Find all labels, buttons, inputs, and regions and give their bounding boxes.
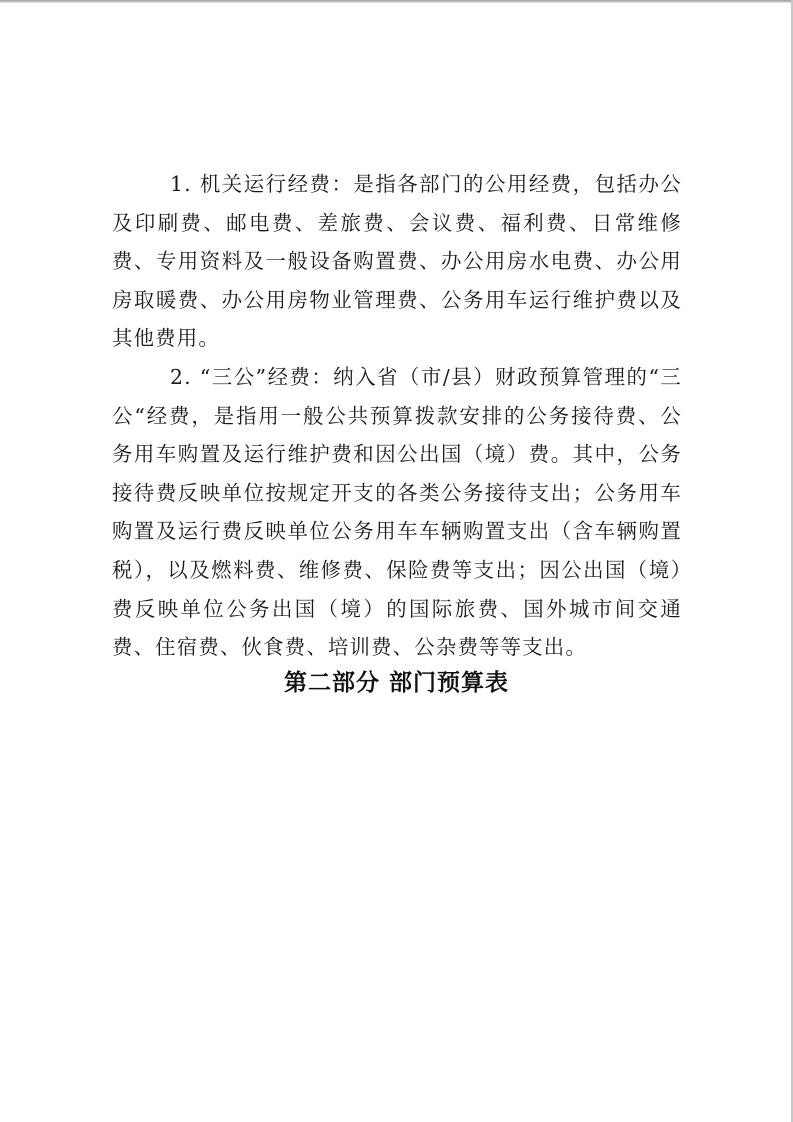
document-body <box>112 165 682 667</box>
paragraph-operating-expenses: 1. 机关运行经费：是指各部门的公用经费，包括办公及印刷费、邮电费、差旅费、会议费、福利费、日常维修费、专用资料及一般设备购置费、办公用房水电费、办公用房取暖费、办公用房物业管理费、公务用车运行维护费以及其他费用。 <box>112 172 682 351</box>
scan-edge-top <box>0 0 793 3</box>
section-title: 第二部分 部门预算表 <box>283 670 509 696</box>
paragraph-three-public-expenses: 2. “三公”经费：纳入省（市/县）财政预算管理的“三公“经费，是指用一般公共预算拨款安排的公务接待费、公务用车购置及运行维护费和因公出国（境）费。其中，公务接待费反映单位按规定开支的各类公务接待支出；公务用车购置及运行费反映单位公务用车车辆购置支出（含车辆购置税），以及燃料费、维修费、保险费等支出；因公出国（境）费反映单位公务出国（境）的国际旅费、国外城市间交通费、住宿费、伙食费、培训费、公杂费等等支出。 <box>112 364 682 660</box>
